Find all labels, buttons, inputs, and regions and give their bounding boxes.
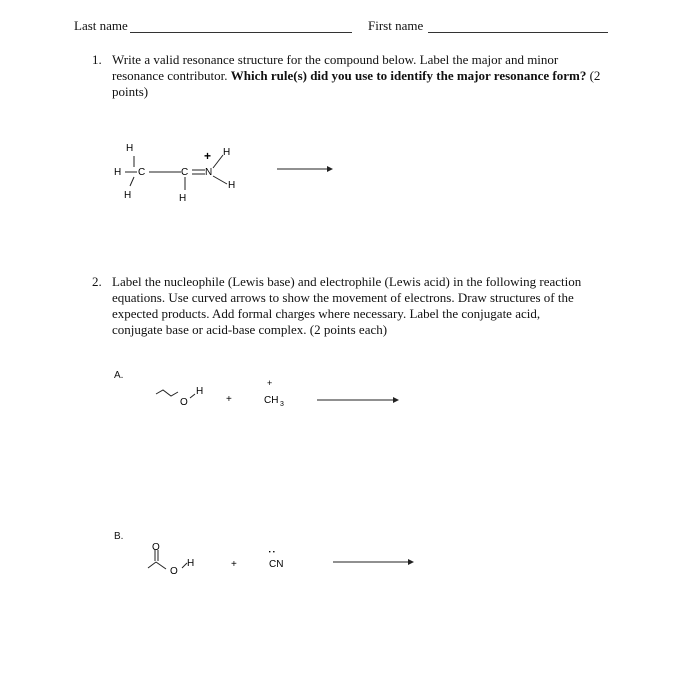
q1-arrow-head [327, 166, 333, 172]
methyl-bond [148, 562, 156, 568]
bond-n-h-top [213, 155, 223, 168]
q1-text-plain: Write a valid resonance structure for the compound below. Label the major and minor resonance contributor. [112, 52, 559, 83]
last-name-label: Last name [74, 18, 128, 33]
part-b-carbonyl-oxygen: O [152, 542, 160, 553]
q1-text [112, 52, 602, 100]
part-b-arrow-head [408, 559, 414, 565]
part-b-label: B. [114, 531, 124, 542]
charge-plus: + [204, 149, 212, 163]
bond-o-h [190, 394, 195, 398]
atom-h-n-top: H [223, 147, 231, 158]
part-b-plus: + [231, 559, 237, 570]
atom-h-n-right: H [228, 180, 236, 191]
part-b-cyanide: CN [269, 559, 284, 570]
part-a-label: A. [114, 370, 124, 381]
part-a-oxygen: O [180, 397, 188, 408]
q1-points: (2 points) [112, 68, 601, 99]
q1-text-bold: Which rule(s) did you use to identify the major resonance form? [230, 68, 587, 83]
q2-number: 2. [92, 274, 102, 289]
q1-resonance-structure [105, 140, 365, 220]
ethyl-chain [156, 390, 178, 396]
q2-text: Label the nucleophile (Lewis base) and electrophile (Lewis acid) in the following reaction equations. Use curved arrows to show the movement of electrons. Draw structures of the expected products. Add formal charges where necessary. Label the conjugate acid, conjugate base or acid-base complex. (2 points each) [112, 274, 582, 337]
bond-c-o [156, 562, 166, 569]
atom-h-left: H [114, 167, 122, 178]
atom-h-c2: H [179, 193, 187, 204]
part-a-methyl: CH [264, 395, 279, 406]
part-a-hydrogen: H [196, 386, 204, 397]
part-b-reaction [140, 540, 420, 590]
last-name-field[interactable] [130, 32, 352, 33]
q1-number: 1. [92, 52, 102, 67]
part-a-reaction [150, 380, 410, 420]
bond-c1-h-bottom [130, 177, 134, 186]
atom-c1: C [138, 167, 146, 178]
part-a-arrow-head [393, 397, 399, 403]
atom-n: N [205, 167, 213, 178]
atom-h-top: H [126, 143, 134, 154]
atom-c2: C [181, 167, 189, 178]
part-a-methyl-sub: 3 [280, 401, 284, 408]
first-name-label: First name [368, 18, 424, 33]
part-b-oxygen: O [170, 566, 178, 577]
bond-n-h-right [213, 176, 227, 184]
first-name-field[interactable] [428, 32, 608, 33]
atom-h-bottom: H [124, 190, 132, 201]
part-a-carbocation-charge: + [267, 378, 273, 388]
part-b-lone-pair: : [266, 550, 277, 554]
part-a-plus: + [226, 394, 232, 405]
part-b-hydrogen: H [187, 558, 195, 569]
